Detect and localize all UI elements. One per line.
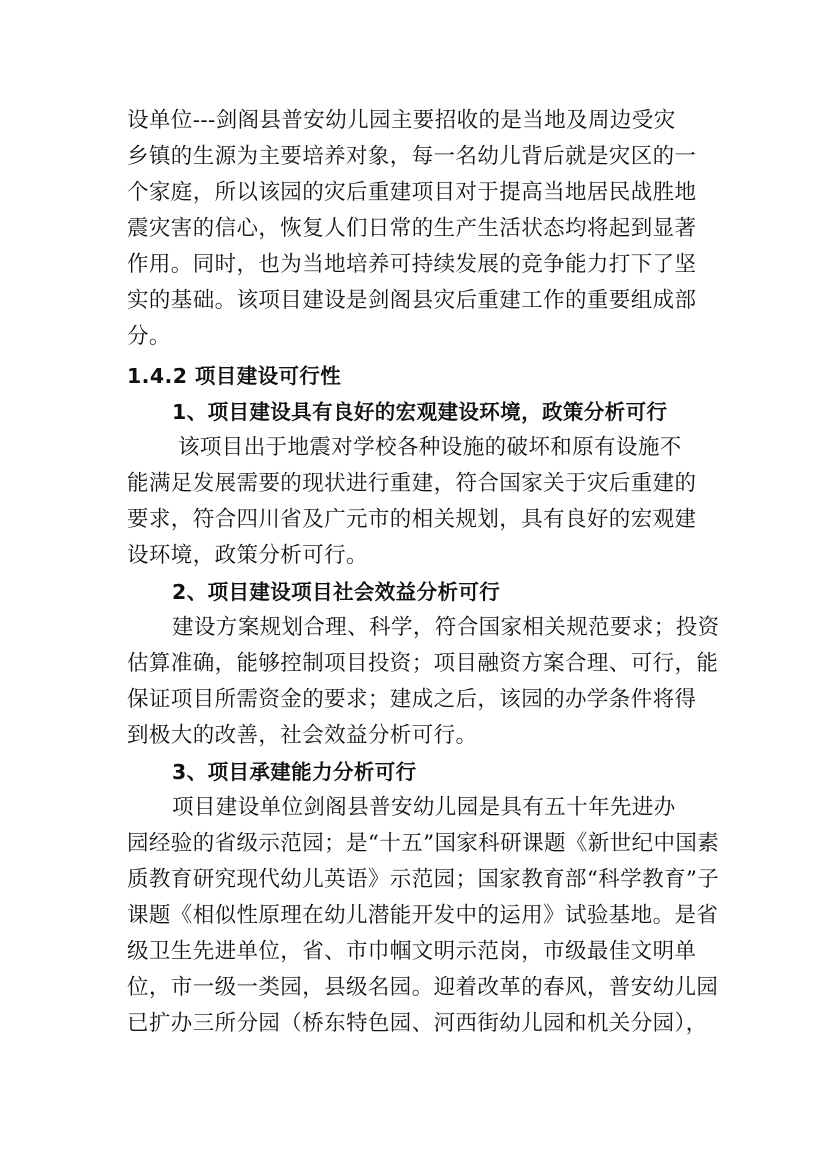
paragraph-line: 该项目出于地震对学校各种设施的破坏和原有设施不 bbox=[178, 435, 682, 460]
paragraph-line: 作用。同时，也为当地培养可持续发展的竞争能力打下了坚 bbox=[127, 252, 697, 277]
paragraph-line: 估算准确，能够控制项目投资；项目融资方案合理、可行，能 bbox=[127, 651, 719, 676]
paragraph-line: 建设方案规划合理、科学，符合国家相关规范要求；投资 bbox=[172, 615, 720, 640]
paragraph-line: 乡镇的生源为主要培养对象，每一名幼儿背后就是灾区的一 bbox=[127, 144, 697, 169]
paragraph-line: 实的基础。该项目建设是剑阁县灾后重建工作的重要组成部 bbox=[127, 288, 697, 313]
paragraph-line: 要求，符合四川省及广元市的相关规划，具有良好的宏观建 bbox=[127, 507, 697, 532]
paragraph-line: 能满足发展需要的现状进行重建，符合国家关于灾后重建的 bbox=[127, 471, 697, 496]
paragraph-line: 已扩办三所分园（桥东特色园、河西街幼儿园和机关分园）， bbox=[127, 1011, 708, 1036]
subsection-heading: 1、项目建设具有良好的宏观建设环境，政策分析可行 bbox=[172, 400, 668, 424]
paragraph-line: 保证项目所需资金的要求；建成之后，该园的办学条件将得 bbox=[127, 687, 697, 712]
paragraph-line: 项目建设单位剑阁县普安幼儿园是具有五十年先进办 bbox=[172, 795, 676, 820]
subsection-heading: 3、项目承建能力分析可行 bbox=[172, 760, 417, 784]
paragraph-line: 设环境，政策分析可行。 bbox=[127, 543, 368, 568]
paragraph-line: 分。 bbox=[127, 324, 171, 349]
paragraph-line: 位，市一级一类园，县级名园。迎着改革的春风，普安幼儿园 bbox=[127, 975, 719, 1000]
paragraph-line: 到极大的改善，社会效益分析可行。 bbox=[127, 723, 478, 748]
subsection-heading: 2、项目建设项目社会效益分析可行 bbox=[172, 580, 501, 604]
paragraph-line: 级卫生先进单位，省、市巾帼文明示范岗，市级最佳文明单 bbox=[127, 939, 697, 964]
paragraph-line: 震灾害的信心，恢复人们日常的生产生活状态均将起到显著 bbox=[127, 216, 697, 241]
paragraph-line: 课题《相似性原理在幼儿潜能开发中的运用》试验基地。是省 bbox=[127, 903, 719, 928]
paragraph-line: 设单位---剑阁县普安幼儿园主要招收的是当地及周边受灾 bbox=[127, 108, 676, 133]
section-heading: 1.4.2 项目建设可行性 bbox=[127, 364, 342, 388]
paragraph-line: 园经验的省级示范园；是“十五”国家科研课题《新世纪中国素 bbox=[127, 831, 720, 856]
paragraph-line: 质教育研究现代幼儿英语》示范园；国家教育部“科学教育”子 bbox=[127, 867, 720, 892]
paragraph-line: 个家庭，所以该园的灾后重建项目对于提高当地居民战胜地 bbox=[127, 180, 697, 205]
